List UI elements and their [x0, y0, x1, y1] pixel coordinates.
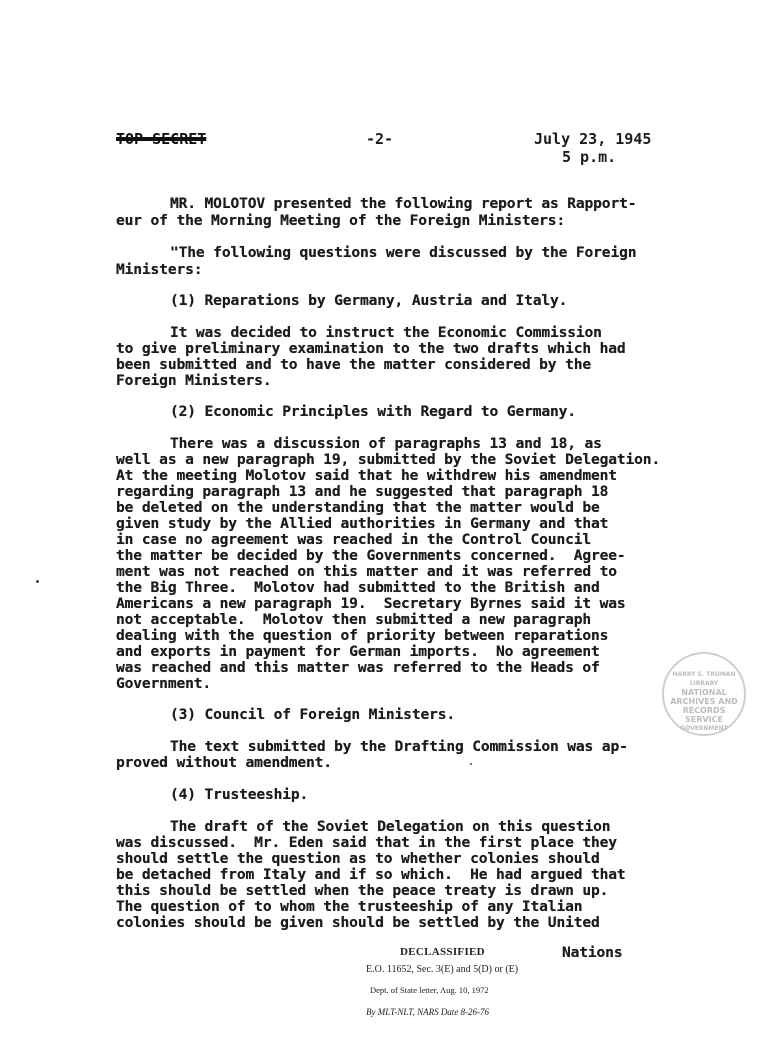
- archive-seal: [662, 652, 746, 736]
- seal-text: GOVERNMENT: [680, 725, 728, 732]
- document-time: 5 p.m.: [562, 148, 617, 166]
- seal-text: ARCHIVES AND: [670, 697, 738, 706]
- text-line: It was decided to instruct the Economic Commission: [170, 324, 602, 341]
- text-line: The draft of the Soviet Delegation on this question: [170, 818, 611, 835]
- text-line: not acceptable. Molotov then submitted a new paragraph: [116, 611, 591, 628]
- text-line: be deleted on the understanding that the matter would be: [116, 499, 600, 516]
- text-line: eur of the Morning Meeting of the Foreign Ministers:: [116, 212, 566, 229]
- section-heading: (4) Trusteeship.: [170, 786, 309, 803]
- scan-speck: [36, 580, 39, 583]
- text-line: Americans a new paragraph 19. Secretary Byrnes said it was: [116, 595, 626, 612]
- section-heading: (3) Council of Foreign Ministers.: [170, 706, 455, 723]
- text-line: this should be settled when the peace treaty is drawn up.: [116, 882, 609, 899]
- text-line: given study by the Allied authorities in Germany and that: [116, 515, 609, 532]
- declassification-signature: By MLT-NLT, NARS Date 8-26-76: [366, 1007, 490, 1017]
- classification-marking: TOP SECRET: [116, 130, 207, 148]
- text-line: the matter be decided by the Governments concerned. Agree-: [116, 547, 626, 564]
- text-line: The text submitted by the Drafting Commission was ap-: [170, 738, 628, 755]
- text-line: At the meeting Molotov said that he withdrew his amendment: [116, 467, 617, 484]
- seal-text: NATIONAL: [681, 688, 727, 697]
- text-line: was reached and this matter was referred to the Heads of: [116, 659, 600, 676]
- text-line: "The following questions were discussed by the Foreign: [170, 244, 637, 261]
- text-line: Foreign Ministers.: [116, 372, 272, 389]
- seal-text: SERVICE: [685, 715, 723, 724]
- text-line: colonies should be given should be settled by the United: [116, 914, 600, 931]
- text-line: should settle the question as to whether colonies should: [116, 850, 600, 867]
- text-line-continuation: Nations: [562, 944, 623, 961]
- scan-speck: [470, 763, 472, 765]
- text-line: dealing with the question of priority between reparations: [116, 627, 609, 644]
- document-date: July 23, 1945: [534, 130, 652, 148]
- text-line: proved without amendment.: [116, 754, 332, 771]
- text-line: The question of to whom the trusteeship of any Italian: [116, 898, 583, 915]
- text-line: well as a new paragraph 19, submitted by the Soviet Delegation.: [116, 451, 661, 468]
- page-number: -2-: [366, 130, 394, 148]
- text-line: ment was not reached on this matter and it was referred to: [116, 563, 617, 580]
- section-heading: (2) Economic Principles with Regard to Germany.: [170, 403, 576, 420]
- text-line: been submitted and to have the matter considered by the: [116, 356, 591, 373]
- text-line: to give preliminary examination to the two drafts which had: [116, 340, 626, 357]
- text-line: regarding paragraph 13 and he suggested that paragraph 18: [116, 483, 609, 500]
- text-line: and exports in payment for German imports. No agreement: [116, 643, 600, 660]
- declassified-label: DECLASSIFIED: [400, 946, 485, 958]
- seal-text: RECORDS: [682, 706, 726, 715]
- section-heading: (1) Reparations by Germany, Austria and Italy.: [170, 292, 568, 309]
- text-line: Government.: [116, 675, 211, 692]
- text-line: Ministers:: [116, 261, 203, 278]
- text-line: be detached from Italy and if so which. He had argued that: [116, 866, 626, 883]
- text-line: MR. MOLOTOV presented the following report as Rapport-: [170, 195, 637, 212]
- seal-text: HARRY S. TRUMAN LIBRARY: [672, 671, 736, 687]
- text-line: in case no agreement was reached in the Control Council: [116, 531, 591, 548]
- text-line: was discussed. Mr. Eden said that in the first place they: [116, 834, 617, 851]
- declassification-letter: Dept. of State letter, Aug. 10, 1972: [370, 985, 489, 995]
- text-line: the Big Three. Molotov had submitted to the British and: [116, 579, 600, 596]
- text-line: There was a discussion of paragraphs 13 and 18, as: [170, 435, 602, 452]
- declassification-authority: E.O. 11652, Sec. 3(E) and 5(D) or (E): [366, 964, 519, 975]
